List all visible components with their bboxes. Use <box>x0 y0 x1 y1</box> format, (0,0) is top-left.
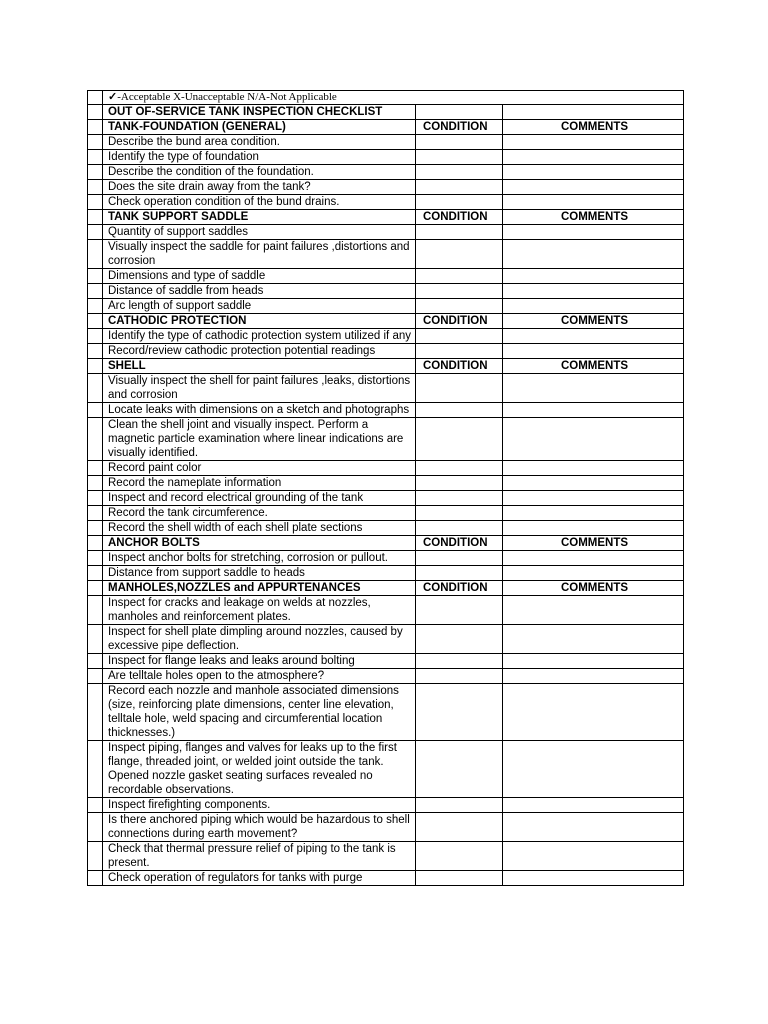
checklist-item-text: Record the shell width of each shell plate sections <box>103 521 416 536</box>
mark-cell[interactable] <box>88 240 103 269</box>
checklist-item-text: Record the nameplate information <box>103 476 416 491</box>
section-heading: SHELL <box>103 359 416 374</box>
checklist-item-row <box>88 871 684 886</box>
checklist-item-text: Inspect piping, flanges and valves for leaks up to the first flange, threaded joint, or welded joint outside the tank. Opened nozzle gasket seating surfaces revealed no recordable observations. <box>103 741 416 798</box>
comments-cell[interactable] <box>503 418 684 461</box>
comments-column-label: COMMENTS <box>503 581 684 596</box>
condition-cell[interactable] <box>416 521 503 536</box>
condition-cell[interactable] <box>416 551 503 566</box>
checklist-item-row <box>88 135 684 150</box>
condition-column-label: CONDITION <box>416 314 503 329</box>
checklist-item-row <box>88 551 684 566</box>
checklist-item-text: Inspect and record electrical grounding of the tank <box>103 491 416 506</box>
condition-cell[interactable] <box>416 871 503 886</box>
checklist-item-row <box>88 842 684 871</box>
condition-column-label: CONDITION <box>416 210 503 225</box>
mark-cell[interactable] <box>88 813 103 842</box>
checklist-item-text: Record each nozzle and manhole associated dimensions (size, reinforcing plate dimensions, center line elevation, telltale hole, weld spacing and circumferential location thicknesses.) <box>103 684 416 741</box>
condition-cell[interactable] <box>416 798 503 813</box>
checklist-item-text: Inspect for shell plate dimpling around nozzles, caused by excessive pipe deflection. <box>103 625 416 654</box>
comments-cell[interactable] <box>503 596 684 625</box>
comments-cell[interactable] <box>503 813 684 842</box>
comments-column-label: COMMENTS <box>503 120 684 135</box>
condition-cell[interactable] <box>416 654 503 669</box>
checklist-item-text: Arc length of support saddle <box>103 299 416 314</box>
comments-cell[interactable] <box>503 669 684 684</box>
checklist-item-row <box>88 344 684 359</box>
checklist-item-text: Inspect for flange leaks and leaks around bolting <box>103 654 416 669</box>
checklist-item-row <box>88 625 684 654</box>
condition-cell[interactable] <box>416 842 503 871</box>
section-header-row <box>88 314 684 329</box>
comments-cell[interactable] <box>503 225 684 240</box>
checklist-item-text: Are telltale holes open to the atmosphere? <box>103 669 416 684</box>
inspection-checklist-table <box>87 90 684 886</box>
comments-cell[interactable] <box>503 798 684 813</box>
mark-cell[interactable] <box>88 314 103 329</box>
checklist-item-row <box>88 521 684 536</box>
checklist-item-row <box>88 195 684 210</box>
mark-cell[interactable] <box>88 225 103 240</box>
checklist-item-row <box>88 596 684 625</box>
comments-column-label: COMMENTS <box>503 210 684 225</box>
condition-cell[interactable] <box>416 476 503 491</box>
condition-cell[interactable] <box>416 329 503 344</box>
checklist-item-row <box>88 418 684 461</box>
mark-cell[interactable] <box>88 284 103 299</box>
comments-cell[interactable] <box>503 180 684 195</box>
mark-cell[interactable] <box>88 669 103 684</box>
mark-cell[interactable] <box>88 210 103 225</box>
checklist-item-text: Distance of saddle from heads <box>103 284 416 299</box>
comments-cell[interactable] <box>503 654 684 669</box>
condition-cell[interactable] <box>416 596 503 625</box>
checklist-item-text: Visually inspect the saddle for paint failures ,distortions and corrosion <box>103 240 416 269</box>
condition-cell[interactable] <box>416 506 503 521</box>
mark-cell[interactable] <box>88 871 103 886</box>
checklist-item-text: Check operation of regulators for tanks with purge <box>103 871 416 886</box>
checklist-item-text: Inspect firefighting components. <box>103 798 416 813</box>
checklist-item-text: Describe the condition of the foundation. <box>103 165 416 180</box>
comments-cell[interactable] <box>503 461 684 476</box>
comments-cell[interactable] <box>503 476 684 491</box>
comments-cell[interactable] <box>503 506 684 521</box>
checklist-item-row <box>88 476 684 491</box>
checklist-item-text: Check that thermal pressure relief of piping to the tank is present. <box>103 842 416 871</box>
mark-cell[interactable] <box>88 491 103 506</box>
checklist-item-row <box>88 403 684 418</box>
checklist-item-text: Visually inspect the shell for paint failures ,leaks, distortions and corrosion <box>103 374 416 403</box>
checklist-item-text: Record the tank circumference. <box>103 506 416 521</box>
checklist-item-row <box>88 654 684 669</box>
condition-cell[interactable] <box>416 813 503 842</box>
comments-cell[interactable] <box>503 240 684 269</box>
section-heading: CATHODIC PROTECTION <box>103 314 416 329</box>
comments-cell[interactable] <box>503 269 684 284</box>
comments-cell[interactable] <box>503 374 684 403</box>
mark-cell[interactable] <box>88 684 103 741</box>
condition-cell[interactable] <box>416 240 503 269</box>
section-header-row <box>88 536 684 551</box>
checklist-item-row <box>88 741 684 798</box>
condition-cell[interactable] <box>416 418 503 461</box>
mark-cell[interactable] <box>88 359 103 374</box>
comments-cell[interactable] <box>503 684 684 741</box>
checklist-item-row <box>88 180 684 195</box>
checklist-item-text: Identify the type of cathodic protection system utilized if any <box>103 329 416 344</box>
section-header-row <box>88 581 684 596</box>
checklist-item-row <box>88 813 684 842</box>
mark-cell[interactable] <box>88 105 103 120</box>
condition-cell[interactable] <box>416 684 503 741</box>
checklist-item-row <box>88 461 684 476</box>
comments-cell[interactable] <box>503 551 684 566</box>
condition-column-label: CONDITION <box>416 536 503 551</box>
legend-row <box>88 91 684 105</box>
comments-cell[interactable] <box>503 625 684 654</box>
mark-cell[interactable] <box>88 120 103 135</box>
mark-cell[interactable] <box>88 344 103 359</box>
mark-cell[interactable] <box>88 581 103 596</box>
condition-cell[interactable] <box>416 566 503 581</box>
comments-cell[interactable] <box>503 403 684 418</box>
mark-cell[interactable] <box>88 329 103 344</box>
comments-cell[interactable] <box>503 195 684 210</box>
checklist-item-row <box>88 566 684 581</box>
checklist-item-row <box>88 506 684 521</box>
comments-cell[interactable] <box>503 105 684 120</box>
mark-cell[interactable] <box>88 551 103 566</box>
condition-cell[interactable] <box>416 195 503 210</box>
checklist-item-text: Clean the shell joint and visually inspect. Perform a magnetic particle examination where linear indications are visually identified. <box>103 418 416 461</box>
checklist-item-row <box>88 374 684 403</box>
checklist-item-text: Distance from support saddle to heads <box>103 566 416 581</box>
comments-cell[interactable] <box>503 299 684 314</box>
checklist-item-text: Is there anchored piping which would be hazardous to shell connections during earth movement? <box>103 813 416 842</box>
comments-cell[interactable] <box>503 871 684 886</box>
condition-column-label: CONDITION <box>416 359 503 374</box>
mark-cell[interactable] <box>88 91 103 105</box>
mark-cell[interactable] <box>88 506 103 521</box>
legend-text <box>103 91 684 105</box>
checklist-item-text: Check operation condition of the bund drains. <box>103 195 416 210</box>
mark-cell[interactable] <box>88 536 103 551</box>
checklist-item-text: Record/review cathodic protection potential readings <box>103 344 416 359</box>
checklist-item-text: Does the site drain away from the tank? <box>103 180 416 195</box>
checklist-item-row <box>88 669 684 684</box>
checklist-item-row <box>88 329 684 344</box>
mark-cell[interactable] <box>88 654 103 669</box>
comments-cell[interactable] <box>503 566 684 581</box>
condition-column-label: CONDITION <box>416 120 503 135</box>
legend-label: -Acceptable X-Unacceptable N/A-Not Applicable <box>117 91 337 103</box>
comments-cell[interactable] <box>503 344 684 359</box>
section-heading: TANK-FOUNDATION (GENERAL) <box>103 120 416 135</box>
condition-cell[interactable] <box>416 284 503 299</box>
mark-cell[interactable] <box>88 741 103 798</box>
mark-cell[interactable] <box>88 195 103 210</box>
section-header-row <box>88 210 684 225</box>
checklist-item-row <box>88 491 684 506</box>
condition-column-label: CONDITION <box>416 581 503 596</box>
condition-cell[interactable] <box>416 150 503 165</box>
comments-cell[interactable] <box>503 842 684 871</box>
checklist-item-row <box>88 798 684 813</box>
title-row <box>88 105 684 120</box>
condition-cell[interactable] <box>416 165 503 180</box>
checklist-item-text: Locate leaks with dimensions on a sketch and photographs <box>103 403 416 418</box>
condition-cell[interactable] <box>416 299 503 314</box>
comments-column-label: COMMENTS <box>503 536 684 551</box>
section-heading: MANHOLES,NOZZLES and APPURTENANCES <box>103 581 416 596</box>
condition-cell[interactable] <box>416 269 503 284</box>
section-heading: ANCHOR BOLTS <box>103 536 416 551</box>
checklist-item-row <box>88 150 684 165</box>
mark-cell[interactable] <box>88 269 103 284</box>
condition-cell[interactable] <box>416 225 503 240</box>
mark-cell[interactable] <box>88 461 103 476</box>
mark-cell[interactable] <box>88 165 103 180</box>
checklist-item-row <box>88 284 684 299</box>
condition-cell[interactable] <box>416 105 503 120</box>
mark-cell[interactable] <box>88 566 103 581</box>
section-header-row <box>88 359 684 374</box>
mark-cell[interactable] <box>88 625 103 654</box>
checklist-item-text: Quantity of support saddles <box>103 225 416 240</box>
mark-cell[interactable] <box>88 596 103 625</box>
checklist-item-row <box>88 299 684 314</box>
condition-cell[interactable] <box>416 625 503 654</box>
comments-cell[interactable] <box>503 135 684 150</box>
checklist-item-text: Dimensions and type of saddle <box>103 269 416 284</box>
condition-cell[interactable] <box>416 135 503 150</box>
section-header-row <box>88 120 684 135</box>
condition-cell[interactable] <box>416 180 503 195</box>
section-heading: TANK SUPPORT SADDLE <box>103 210 416 225</box>
condition-cell[interactable] <box>416 669 503 684</box>
comments-cell[interactable] <box>503 150 684 165</box>
mark-cell[interactable] <box>88 374 103 403</box>
comments-cell[interactable] <box>503 284 684 299</box>
mark-cell[interactable] <box>88 403 103 418</box>
mark-cell[interactable] <box>88 418 103 461</box>
comments-cell[interactable] <box>503 329 684 344</box>
mark-cell[interactable] <box>88 798 103 813</box>
mark-cell[interactable] <box>88 521 103 536</box>
condition-cell[interactable] <box>416 741 503 798</box>
comments-cell[interactable] <box>503 165 684 180</box>
checklist-item-row <box>88 684 684 741</box>
checklist-item-row <box>88 240 684 269</box>
mark-cell[interactable] <box>88 150 103 165</box>
comments-column-label: COMMENTS <box>503 314 684 329</box>
comments-cell[interactable] <box>503 491 684 506</box>
checklist-item-text: Inspect for cracks and leakage on welds at nozzles, manholes and reinforcement plates. <box>103 596 416 625</box>
checklist-item-text: Identify the type of foundation <box>103 150 416 165</box>
mark-cell[interactable] <box>88 299 103 314</box>
checklist-item-text: Describe the bund area condition. <box>103 135 416 150</box>
comments-cell[interactable] <box>503 521 684 536</box>
checkmark-icon: ✓ <box>108 91 118 103</box>
condition-cell[interactable] <box>416 403 503 418</box>
checklist-item-row <box>88 165 684 180</box>
mark-cell[interactable] <box>88 180 103 195</box>
checklist-item-row <box>88 225 684 240</box>
comments-column-label: COMMENTS <box>503 359 684 374</box>
condition-cell[interactable] <box>416 374 503 403</box>
checklist-item-text: Record paint color <box>103 461 416 476</box>
checklist-item-row <box>88 269 684 284</box>
mark-cell[interactable] <box>88 842 103 871</box>
mark-cell[interactable] <box>88 476 103 491</box>
checklist-item-text: Inspect anchor bolts for stretching, corrosion or pullout. <box>103 551 416 566</box>
mark-cell[interactable] <box>88 135 103 150</box>
condition-cell[interactable] <box>416 344 503 359</box>
checklist-title: OUT OF-SERVICE TANK INSPECTION CHECKLIST <box>103 105 416 120</box>
comments-cell[interactable] <box>503 741 684 798</box>
condition-cell[interactable] <box>416 461 503 476</box>
condition-cell[interactable] <box>416 491 503 506</box>
